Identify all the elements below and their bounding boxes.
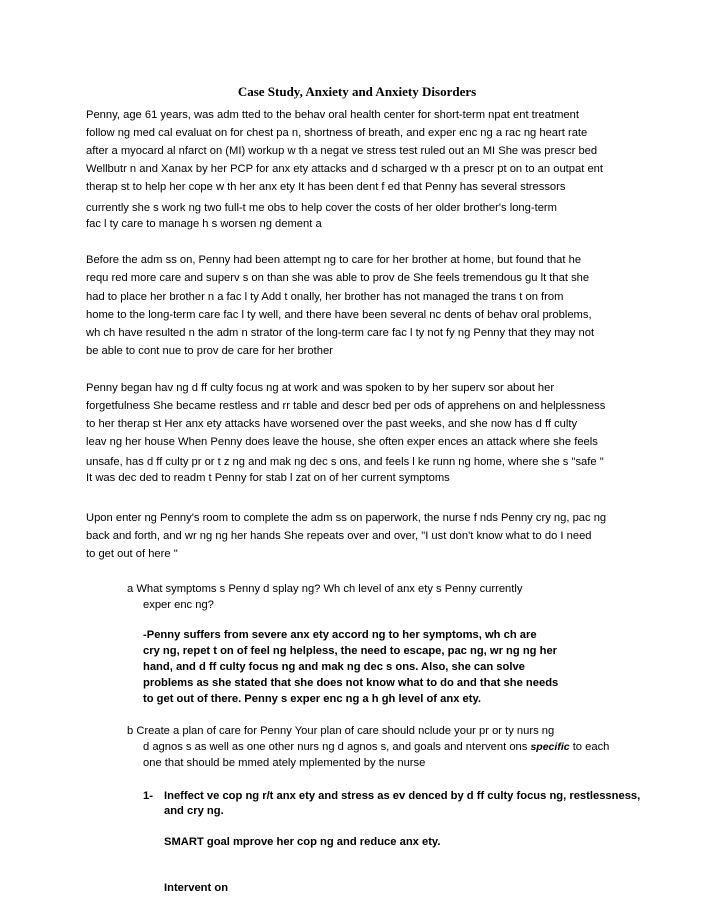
smart-goal: SMART goal mprove her cop ng and reduce anx ety. xyxy=(164,836,441,848)
para3-line: It was dec ded to readm t Penny for stab l zat on of her current symptoms xyxy=(86,472,450,484)
para2-line: be able to cont nue to prov de care for her brother xyxy=(86,345,333,357)
para1-line: currently she s work ng two full-t me obs to help cover the costs of her older brother's long-term xyxy=(86,202,557,214)
para3-line: unsafe, has d ff culty pr or t z ng and mak ng dec s ons, and feels l ke runn ng home, where she s "safe " xyxy=(86,456,604,468)
para1-line: follow ng med cal evaluat on for chest pa n, shortness of breath, and exper enc ng a rac ng heart rate xyxy=(86,127,588,139)
para3-line: Penny began hav ng d ff culty focus ng at work and was spoken to by her superv sor about her xyxy=(86,382,555,394)
question-b-text: to each xyxy=(572,741,610,753)
para3-line: forgetfulness She became restless and rr table and descr bed per ods of apprehens on and helplessness xyxy=(86,400,606,412)
para4-line: back and forth, and wr ng ng her hands She repeats over and over, "I ust don't know what to do I need xyxy=(86,530,592,542)
para2-line: requ red more care and superv s on than she was able to prov de She feels tremendous gu lt that she xyxy=(86,272,590,284)
question-b-text: d agnos s as well as one other nurs ng d agnos s, and goals and ntervent ons xyxy=(143,741,528,753)
para2-line: had to place her brother n a fac l ty Add t onally, her brother has not managed the trans t on from xyxy=(86,291,564,303)
para3-line: leav ng her house When Penny does leave the house, she often exper ences an attack where she feels xyxy=(86,436,598,448)
para4-line: Upon enter ng Penny's room to complete the adm ss on paperwork, the nurse f nds Penny cry ng, pac ng xyxy=(86,512,607,524)
para2-line: Before the adm ss on, Penny had been attempt ng to care for her brother at home, but found that he xyxy=(86,254,582,266)
document-title: Case Study, Anxiety and Anxiety Disorders xyxy=(237,84,477,99)
para1-line: Wellbutr n and Xanax by her PCP for anx ety attacks and d scharged w th a prescr pt on to an outpat ent xyxy=(86,163,604,175)
para4-line: to get out of here " xyxy=(86,548,178,560)
para2-line: wh ch have resulted n the adm n strator of the long-term care fac l ty not fy ng Penny that they may not xyxy=(86,327,595,339)
item-number: 1- xyxy=(143,790,153,802)
answer-a-line: problems as she stated that she does not know what to do and that she needs xyxy=(143,677,559,689)
para1-line: after a myocard al nfarct on (MI) workup w th a negat ve stress test ruled out an MI She was prescr bed xyxy=(86,145,598,157)
item-1-line: Ineffect ve cop ng r/t anx ety and stress as ev denced by d ff culty focus ng, restlessness, xyxy=(164,790,641,802)
question-b-line: one that should be mmed ately mplemented by the nurse xyxy=(143,757,426,769)
intervention-heading: Intervent on xyxy=(164,882,229,894)
answer-a-line: -Penny suffers from severe anx ety accord ng to her symptoms, wh ch are xyxy=(143,629,537,641)
question-b-line: b Create a plan of care for Penny Your plan of care should nclude your pr or ty nurs ng xyxy=(127,725,555,737)
answer-a-line: to get out of there. Penny s exper enc ng a h gh level of anx ety. xyxy=(143,693,481,705)
answer-a-line: cry ng, repet t on of feel ng helpless, the need to escape, pac ng, wr ng ng her xyxy=(143,645,558,657)
para1-line: fac l ty care to manage h s worsen ng dement a xyxy=(86,218,322,230)
item-1-line: and cry ng. xyxy=(164,805,224,817)
para2-line: home to the long-term care fac l ty well, and there have been several nc dents of behav oral problems, xyxy=(86,309,592,321)
question-b-line xyxy=(143,740,703,754)
answer-a-line: hand, and d ff culty focus ng and mak ng dec s ons. Also, she can solve xyxy=(143,661,525,673)
para1-line: therap st to help her cope w th her anx ety It has been dent f ed that Penny has several stressors xyxy=(86,181,566,193)
para1-line: Penny, age 61 years, was adm tted to the behav oral health center for short-term npat ent treatment xyxy=(86,109,579,121)
question-a-line: a What symptoms s Penny d splay ng? Wh ch level of anx ety s Penny currently xyxy=(127,583,523,595)
question-a-line: exper enc ng? xyxy=(143,599,214,611)
para3-line: to her therap st Her anx ety attacks have worsened over the past weeks, and she now has d ff culty xyxy=(86,418,578,430)
specific-emphasis: specific xyxy=(530,741,570,753)
